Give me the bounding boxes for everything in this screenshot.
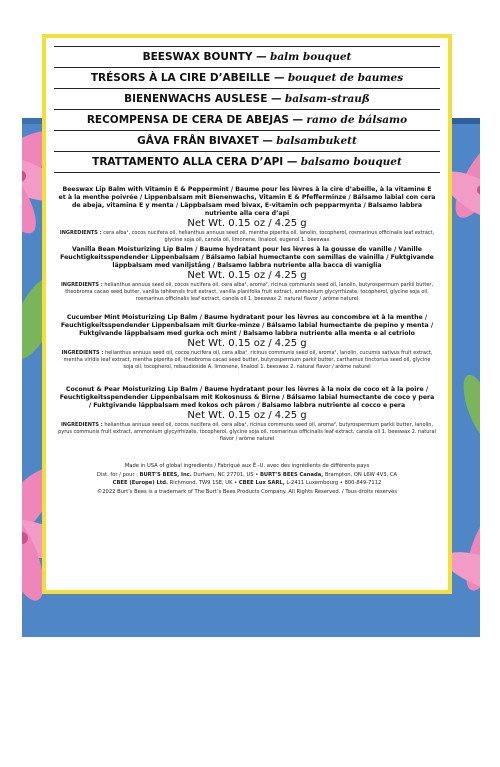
dist-label: Dist. for / pour : <box>96 471 138 478</box>
product-block-coconut-pear <box>58 386 436 443</box>
ingredients-text: cera alba¹, cocos nucifera oil, helianthus annuus seed oil, mentha piperita oil, lanolin, tocopherol, rosmarinus officinalis leaf extract, glycine soja oil, canola oil, limonene, linalool, eugenol 1. beeswax <box>103 230 435 243</box>
title-sub: bouquet de baumes <box>287 72 404 84</box>
ingredients-label: INGREDIENTS : <box>60 282 103 288</box>
title-list <box>54 46 440 173</box>
product-block-beeswax <box>58 186 436 244</box>
product-block-vanilla <box>58 246 436 303</box>
net-weight: Net Wt. 0.15 oz / 4.25 g <box>187 338 307 349</box>
title-main: RECOMPENSA DE CERA DE ABEJAS — <box>86 114 304 126</box>
company-name: BURT’S BEES, Inc. <box>139 471 192 478</box>
product-name: Beeswax Lip Balm with Vitamin E & Peppermint / Baume pour les lèvres à la cire d’abeille, à la vitamine E et à la menthe poivrée / Lippenbalsam mit Bienenwachs, Vitamin E & Pfefferminze / Bálsamo labial con cera de abeja, vitamina E y menta / Läppbalsam med bivax, E-vitamin och pepparmynta / Balsamo labbra nutriente alla cera d’api <box>58 186 436 217</box>
address: Brampton, ON L6W 4V3, CA <box>324 471 398 478</box>
address: Durham, NC 27701, US • <box>193 471 259 478</box>
company-name: CBEE (Europe) Ltd. <box>112 480 168 486</box>
product-block-cucumber-mint <box>58 314 436 371</box>
ingredients-label: INGREDIENTS : <box>60 422 103 428</box>
title-row-es <box>54 110 440 131</box>
title-main: TRATTAMENTO ALLA CERA D’API — <box>92 156 298 168</box>
net-weight: Net Wt. 0.15 oz / 4.25 g <box>187 410 307 421</box>
title-sub: balm bouquet <box>270 51 352 63</box>
ingredients <box>58 230 436 244</box>
address: L-2411 Luxembourg • 800-849-7112 <box>286 480 382 486</box>
product-name: Cucumber Mint Moisturizing Lip Balm / Baume hydratant pour les lèvres au concombre et à la menthe / Feuchtigkeitsspendender Lippenbalsam mit Gurke-minze / Bálsamo labial humectante de pepino y menta / Fuktgivande läppbalsam med gurka och mint / Balsamo labbra nutriente alla menta e al cetriolo <box>60 314 434 337</box>
title-sub: balsamo bouquet <box>300 156 402 168</box>
copyright-line: ©2022 Burt’s Bees is a trademark of The Burt’s Bees Products Company. All Rights Reserved. / Tous droits réservés <box>97 488 397 495</box>
product-name: Vanilla Bean Moisturizing Lip Balm / Baume hydratant pour les lèvres à la gousse de vanille / Vanille Feuchtigkeitsspendender Lippenbalsam / Bálsamo labial humectante con semillas de vainilla / Fuktgivande läppbalsam med vaniljstång / Balsamo labbra nutriente alla bacca di vaniglia <box>60 246 434 269</box>
origin-line: Made in USA of global ingredients / Fabriqué aux É.-U. avec des ingrédients de différents pays <box>124 463 370 469</box>
address: Richmond, TW9 1SE, UK • <box>169 480 238 486</box>
title-row-sv <box>54 131 440 152</box>
title-sub: balsambukett <box>276 135 357 147</box>
ingredients-text: helianthus annuus seed oil, cocos nucifera oil, cera alba¹, ricinus communis seed oil, aroma², butyrospermum parkii butter, lanolin, pyrus communis fruit extract, ammonium glycyrrhizate, tocopherol, glycine soja oil, rosmarinus officinalis leaf extract, canola oil 1. beeswax 2. natural flavor / arôme naturel <box>58 422 436 442</box>
ingredients-text: helianthus annuus seed oil, cocos nucifera oil, cera alba¹, ricinus communis seed oil, aroma², lanolin, cucumis sativus fruit extract, mentha viridis leaf extract, mentha piperita oil, theobroma cacao seed butter, butyrospermum parkii butter, carthamus tinctorius seed oil, glycine soja oil, tocopherol, rebaudioside A, limonene, linalool 1. beeswax 2. natural flavor / arôme naturel <box>63 350 433 370</box>
title-sub: ramo de bálsamo <box>306 114 408 126</box>
ingredients <box>58 422 436 443</box>
net-weight: Net Wt. 0.15 oz / 4.25 g <box>187 270 307 281</box>
title-main: TRÉSORS À LA CIRE D’ABEILLE — <box>90 72 285 84</box>
title-row-en <box>54 46 440 68</box>
product-name: Coconut & Pear Moisturizing Lip Balm / Baume hydratant pour les lèvres à la noix de coco et à la poire / Feuchtigkeitsspendender Lippenbalsam mit Kokosnuss & Birne / Bálsamo labial humectante de coco y pera / Fuktgivande läppbalsam med kokos och päron / Balsamo labbra nutriente al cocco e pera <box>59 386 435 409</box>
legal-text <box>54 462 440 496</box>
ingredients-label: INGREDIENTS : <box>59 230 102 236</box>
company-name: CBEE Lux SARL, <box>238 480 285 486</box>
distributor-line-1 <box>54 471 440 480</box>
label-content <box>54 46 440 582</box>
title-row-de <box>54 89 440 110</box>
net-weight: Net Wt. 0.15 oz / 4.25 g <box>187 218 307 229</box>
ingredients-label: INGREDIENTS : <box>61 350 104 356</box>
title-main: GÅVA FRÅN BIVAXET — <box>137 135 273 147</box>
green-leaf-right <box>452 368 480 448</box>
ingredients <box>58 350 436 371</box>
title-sub: balsam-strauß <box>284 93 370 105</box>
distributor-line-2 <box>54 479 440 488</box>
company-name: BURT’S BEES Canada, <box>259 471 324 478</box>
title-row-fr <box>54 68 440 89</box>
title-main: BEESWAX BOUNTY — <box>142 51 267 63</box>
ingredients-text: helianthus annuus seed oil, cocos nucifera oil, cera alba¹, aroma², ricinus communis seed oil, lanolin, butyrospermum parkii butter, theobroma cacao seed butter, vanilla tahitensis fruit extract, vanilla planifolia fruit extract, ammonium glycyrrhizate, tocopherol, glycine soja oil, rosmarinus officinalis leaf extract, canola oil 1. beeswax 2. natural flavor / arôme naturel <box>65 282 434 302</box>
title-main: BIENENWACHS AUSLESE — <box>124 93 282 105</box>
ingredients <box>58 282 436 303</box>
title-row-it <box>54 152 440 173</box>
